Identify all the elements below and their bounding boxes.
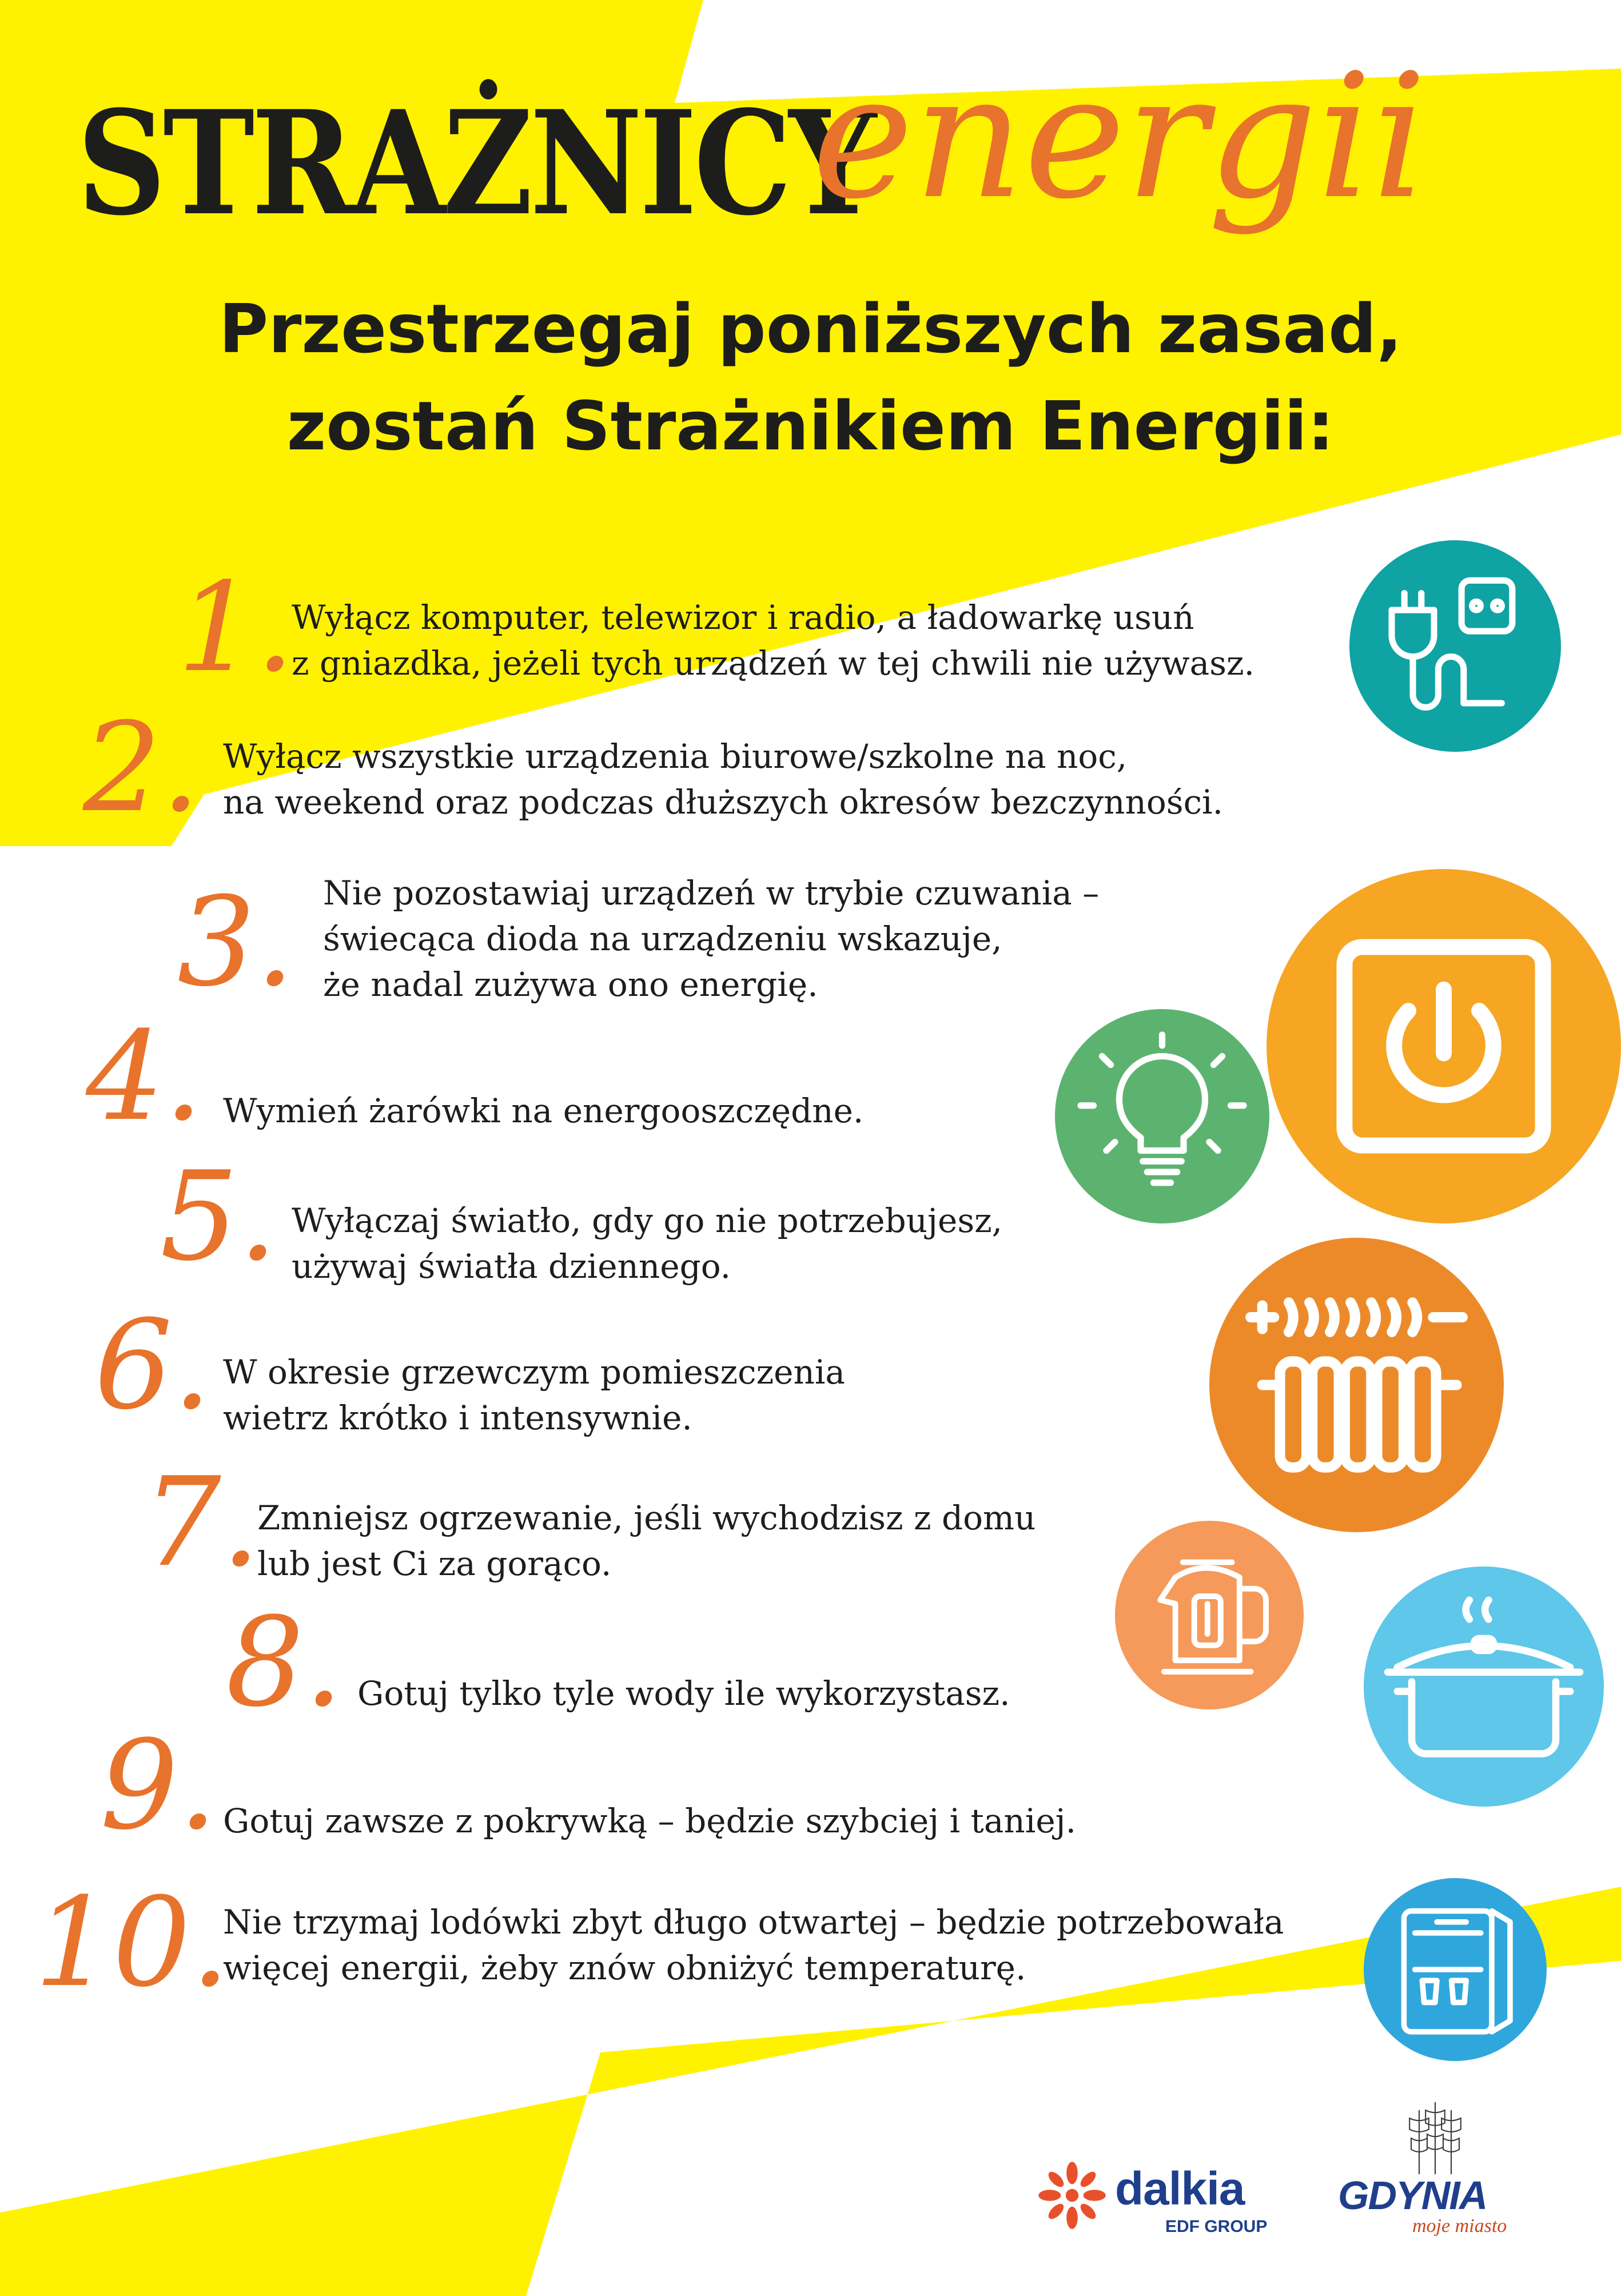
rule-text-line: że nadal zużywa ono energię. — [323, 965, 818, 1004]
cooking-pot-icon — [1364, 1566, 1604, 1807]
rule-text-line: na weekend oraz podczas dłuższych okresów bezczynności. — [223, 783, 1224, 822]
rule-text-line: używaj światła dziennego. — [292, 1247, 731, 1286]
rule-text-6 — [223, 1349, 845, 1441]
rule-text-line: Gotuj tylko tyle wody ile wykorzystasz. — [357, 1674, 1010, 1713]
subtitle-line-2: zostań Strażnikiem Energii: — [286, 386, 1335, 465]
fridge-icon — [1364, 1878, 1547, 2061]
rule-text-line: świecąca dioda na urządzeniu wskazuje, — [323, 919, 1002, 958]
rule-text-line: Gotuj zawsze z pokrywką – będzie szybciej i taniej. — [223, 1801, 1077, 1840]
rule-number-10: 10. — [34, 1871, 230, 2014]
rule-text-4 — [223, 1088, 863, 1134]
rule-text-line: Wyłączaj światło, gdy go nie potrzebujesz, — [292, 1201, 1003, 1240]
rule-text-8 — [357, 1671, 1010, 1716]
rule-number-2: 2. — [83, 696, 201, 839]
gdynia-logo — [1332, 2098, 1521, 2247]
rule-text-line: Wyłącz komputer, telewizor i radio, a ładowarkę usuń — [292, 598, 1194, 637]
gdynia-wordmark: GDYNIA — [1338, 2173, 1487, 2218]
rule-number-8: 8. — [226, 1591, 344, 1734]
rule-number-7: 7. — [143, 1450, 261, 1594]
rule-text-line: lub jest Ci za gorąco. — [257, 1544, 612, 1583]
radiator-icon — [1209, 1238, 1504, 1532]
rule-text-10 — [223, 1899, 1284, 1991]
rule-text-5 — [292, 1198, 1002, 1289]
subtitle-line-1: Przestrzegaj poniższych zasad, — [218, 289, 1403, 368]
rule-number-4: 4. — [86, 1005, 204, 1148]
plug-socket-icon — [1349, 540, 1561, 752]
dalkia-flower-icon — [1029, 2155, 1115, 2235]
rule-text-3 — [323, 870, 1099, 1007]
rule-number-5: 5. — [160, 1145, 278, 1288]
light-bulb-icon — [1055, 1009, 1269, 1223]
rule-text-line: Zmniejsz ogrzewanie, jeśli wychodzisz z domu — [257, 1498, 1036, 1537]
dalkia-tagline: EDF GROUP — [1165, 2217, 1268, 2236]
rule-number-1: 1. — [177, 556, 295, 699]
rule-number-3: 3. — [177, 870, 295, 1014]
rule-text-line: Wymień żarówki na energooszczędne. — [223, 1091, 864, 1130]
title-main: STRAŻNICY — [77, 79, 874, 247]
title-accent: energii — [812, 37, 1427, 237]
rule-text-7 — [257, 1495, 1035, 1587]
rule-text-line: Nie pozostawiaj urządzeń w trybie czuwania – — [323, 874, 1100, 912]
power-button-icon — [1266, 869, 1621, 1223]
dalkia-logo — [1029, 2150, 1269, 2241]
subtitle — [0, 280, 1621, 475]
rule-text-line: więcej energii, żeby znów obniżyć temperaturę. — [223, 1948, 1026, 1987]
gdynia-tagline: moje miasto — [1412, 2215, 1507, 2237]
rule-text-line: Wyłącz wszystkie urządzenia biurowe/szkolne na noc, — [223, 737, 1128, 776]
rule-number-9: 9. — [100, 1713, 218, 1857]
kettle-icon — [1115, 1521, 1304, 1709]
rule-text-line: Nie trzymaj lodówki zbyt długo otwartej – będzie potrzebowała — [223, 1903, 1284, 1942]
rule-text-line: z gniazdka, jeżeli tych urządzeń w tej chwili nie używasz. — [292, 644, 1255, 683]
rule-number-6: 6. — [94, 1293, 212, 1437]
dalkia-wordmark: dalkia — [1115, 2163, 1245, 2215]
rule-text-line: W okresie grzewczym pomieszczenia — [223, 1353, 845, 1392]
ship-icon — [1395, 2098, 1475, 2178]
rule-text-line: wietrz krótko i intensywnie. — [223, 1398, 692, 1437]
rule-text-2 — [223, 734, 1223, 825]
rule-text-1 — [292, 595, 1254, 686]
rule-text-9 — [223, 1798, 1076, 1844]
